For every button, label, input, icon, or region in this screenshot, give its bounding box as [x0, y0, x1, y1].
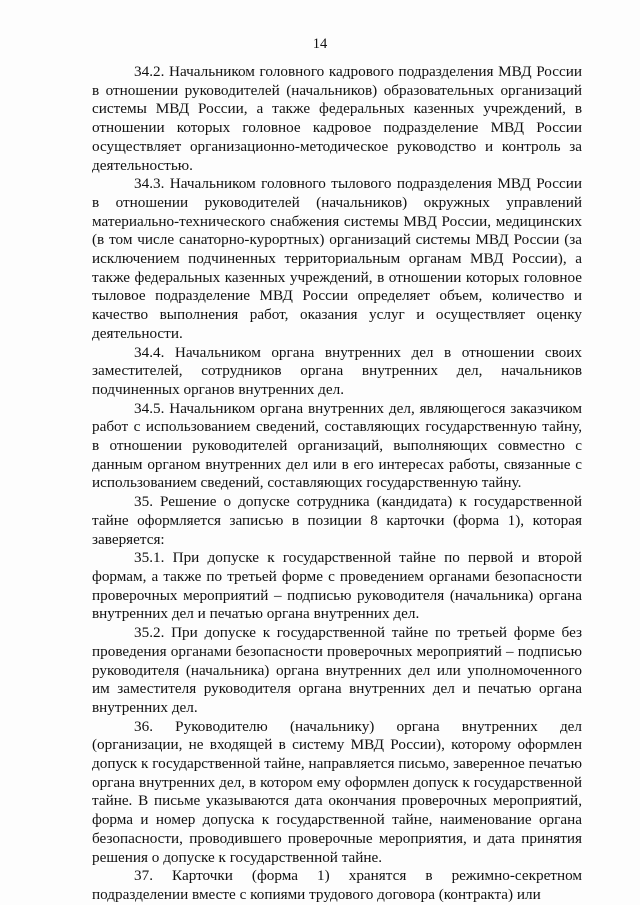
paragraph-37: 37. Карточки (форма 1) хранятся в режимно-секретном подразделении вместе с копиями трудового договора (контракта) или — [92, 867, 582, 903]
paragraph-36: 36. Руководителю (начальнику) органа внутренних дел (организации, не входящей в систему МВД России), которому оформлен допуск к государственной тайне, направляется письмо, заверенное печатью органа внутренних дел, в котором ему оформлен допуск к государственной тайне. В письме указываются дата окончания проверочных мероприятий, форма и номер допуска к государственной тайне, наименование органа безопасности, проводившего проверочные мероприятия, и дата принятия решения о допуске к государственной тайне. — [92, 717, 582, 866]
paragraph-34-4: 34.4. Начальником органа внутренних дел в отношении своих заместителей, сотрудников органа внутренних дел, начальников подчиненных органов внутренних дел. — [92, 343, 582, 398]
paragraph-34-2: 34.2. Начальником головного кадрового подразделения МВД России в отношении руководителей (начальников) образовательных организаций системы МВД России, а также федеральных казенных учреждений, в отношении которых головное кадровое подразделение МВД России осуществляет организационно-методическое руководство и контроль за деятельностью. — [92, 63, 582, 174]
document-body — [92, 63, 582, 905]
paragraph-35-2: 35.2. При допуске к государственной тайне по третьей форме без проведения органами безопасности проверочных мероприятий – подписью руководителя (начальника) органа внутренних дел или уполномоченного им заместителя руководителя органа внутренних дел и печатью органа внутренних дел. — [92, 624, 582, 716]
paragraph-35: 35. Решение о допуске сотрудника (кандидата) к государственной тайне оформляется записью в позиции 8 карточки (форма 1), которая заверяется: — [92, 493, 582, 548]
paragraph-34-3: 34.3. Начальником головного тылового подразделения МВД России в отношении руководителей (начальников) окружных управлений материально-технического снабжения системы МВД России, медицинских (в том числе санаторно-курортных) организаций системы МВД России (за исключением подчиненных территориальным органам МВД России), а также федеральных казенных учреждений, в отношении которых головное тыловое подразделение МВД России определяет объем, количество и качество выполнения работ, оказания услуг и осуществляет оценку деятельности. — [92, 175, 582, 342]
paragraph-35-1: 35.1. При допуске к государственной тайне по первой и второй формам, а также по третьей форме с проведением органами безопасности проверочных мероприятий – подписью руководителя (начальника) органа внутренних дел и печатью органа внутренних дел. — [92, 549, 582, 623]
paragraph-34-5: 34.5. Начальником органа внутренних дел, являющегося заказчиком работ с использованием сведений, составляющих государственную тайну, в отношении руководителей организаций, выполняющих совместно с данным органом внутренних дел или в его интересах работы, связанные с использованием сведений, составляющих государственную тайну. — [92, 399, 582, 492]
page-number: 14 — [312, 36, 328, 52]
